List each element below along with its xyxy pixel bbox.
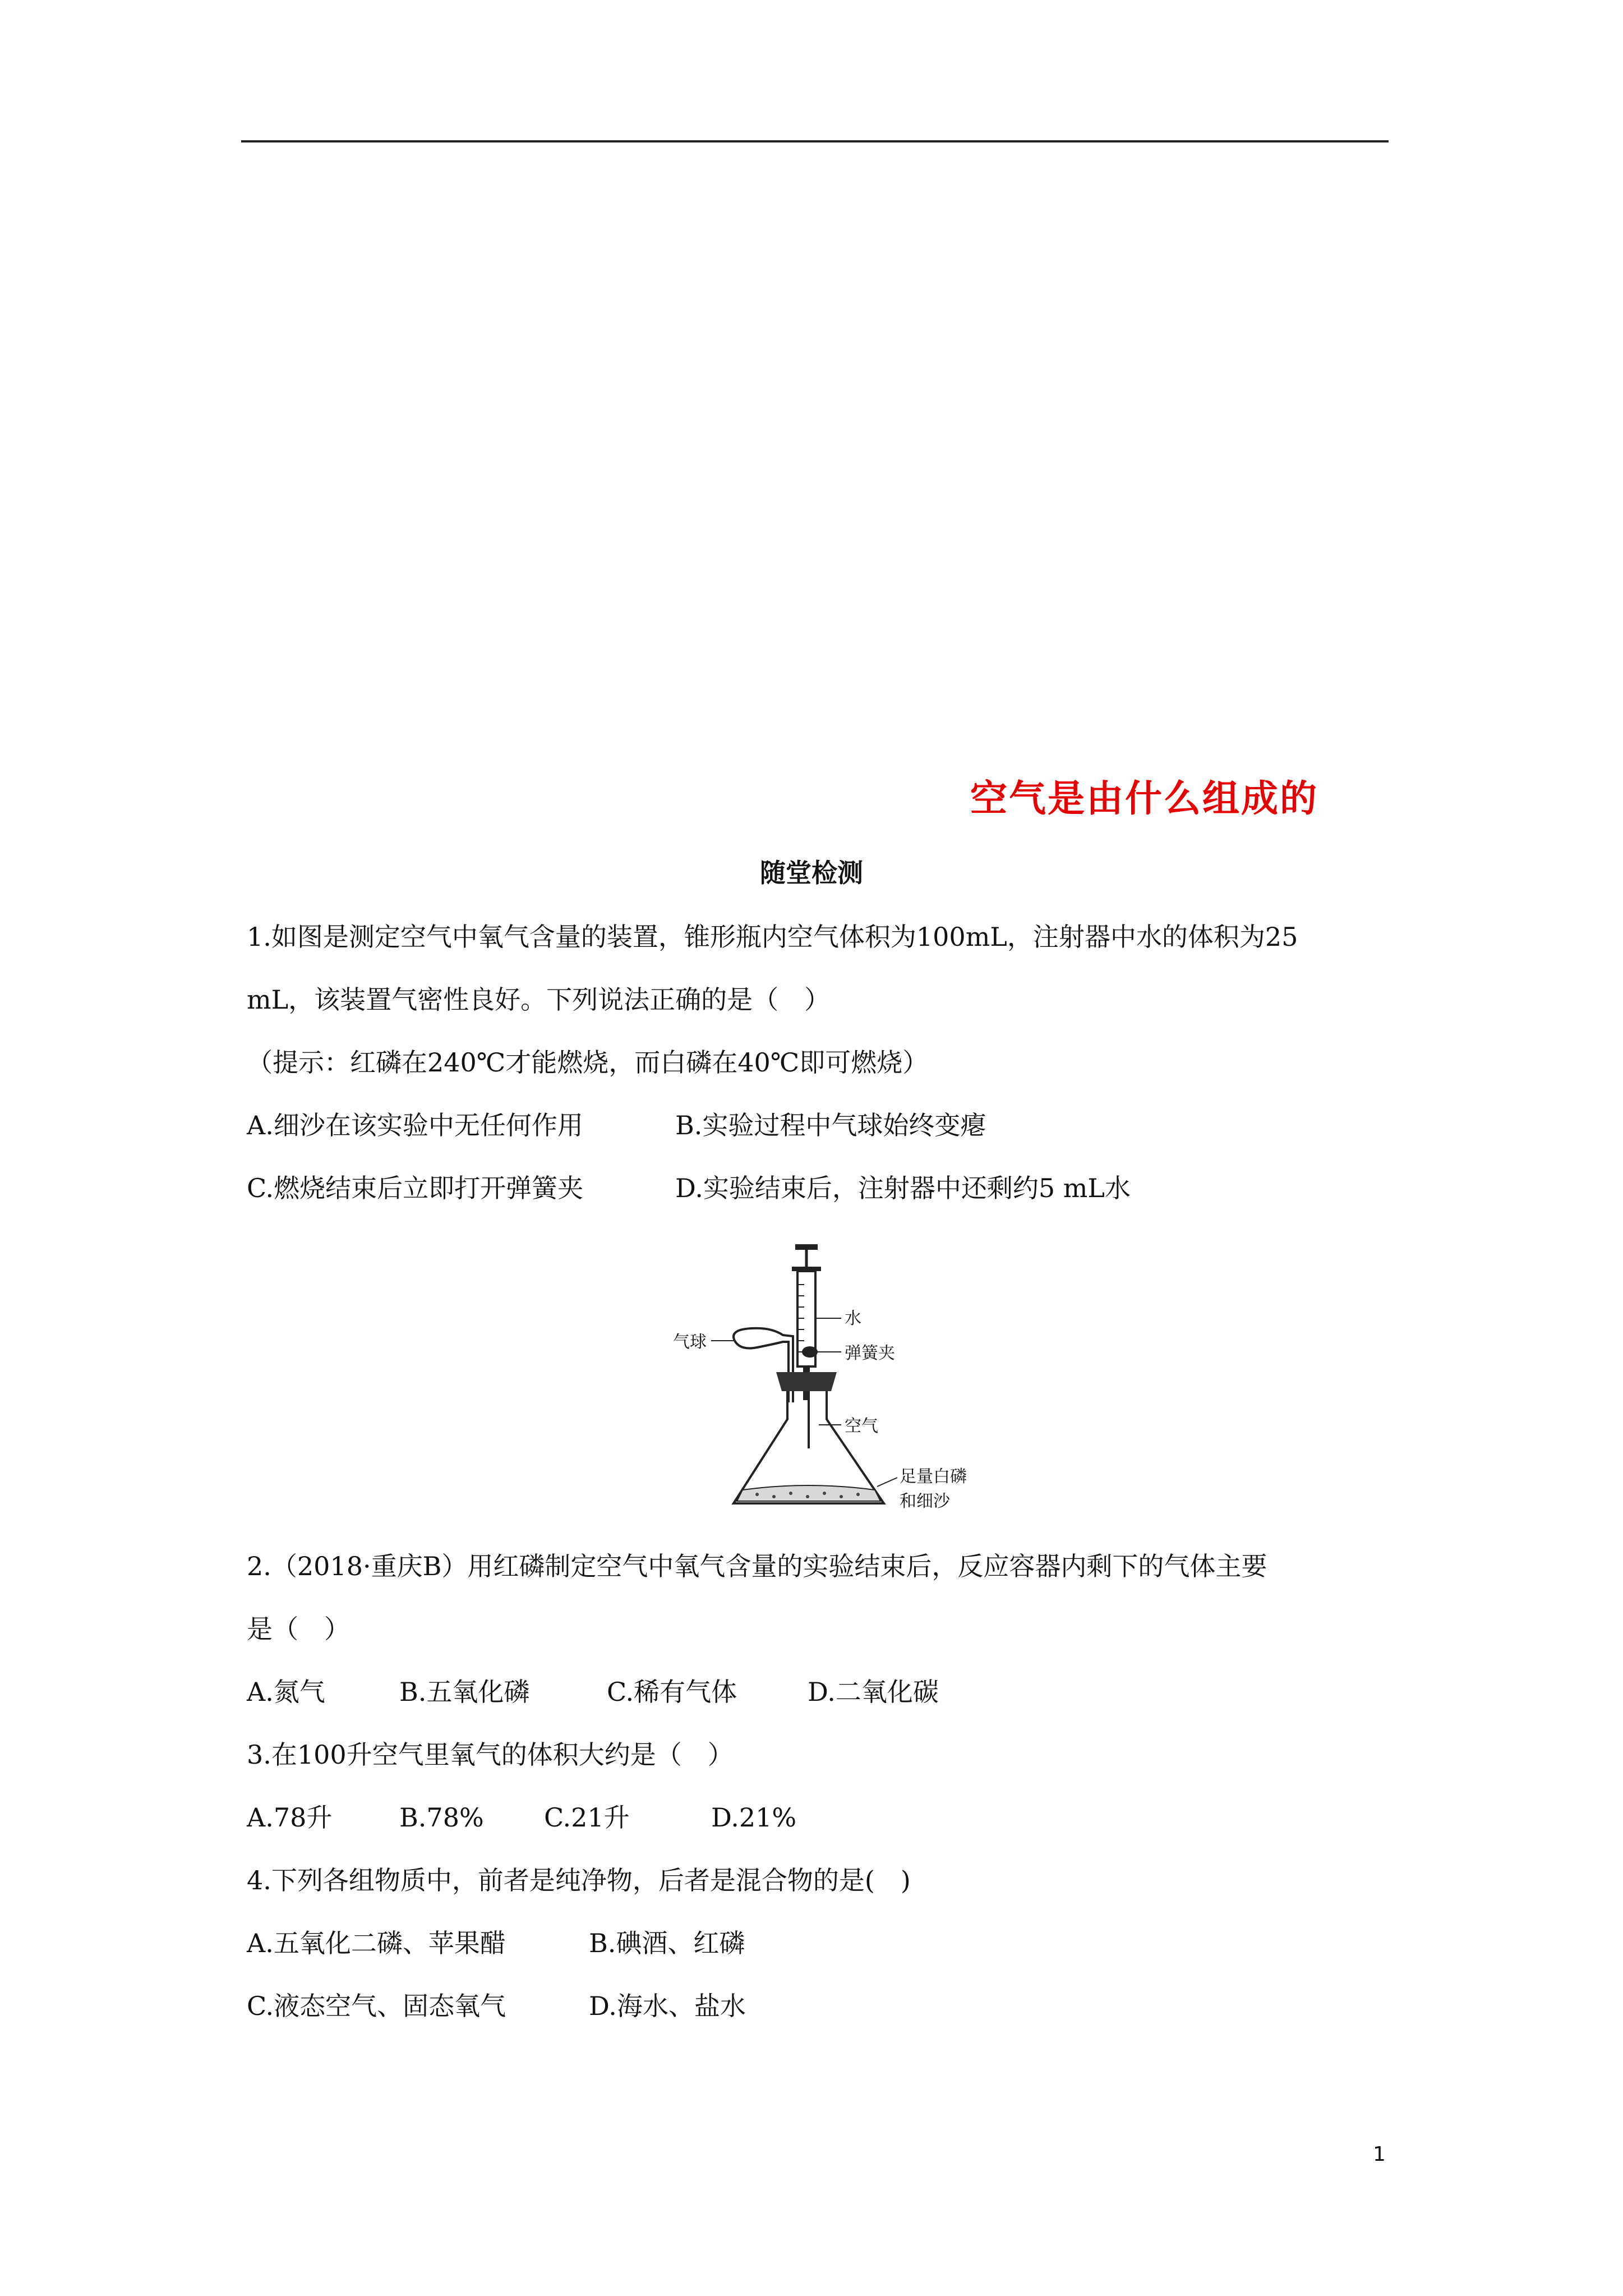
- q4-option-b: B.碘酒、红磷: [589, 1928, 745, 1958]
- label-balloon: 气球: [673, 1332, 707, 1352]
- q1-option-d: D.实验结束后，注射器中还剩约5 mL水: [675, 1173, 1131, 1203]
- phosphorus-pointer: [877, 1478, 897, 1487]
- label-air: 空气: [845, 1416, 878, 1436]
- q3-option-b: B.78%: [399, 1802, 484, 1833]
- q3-option-c: C.21升: [544, 1802, 630, 1833]
- q1-option-a: A.细沙在该实验中无任何作用: [247, 1110, 583, 1140]
- q2-stem-line1: 2.（2018·重庆B）用红磷制定空气中氧气含量的实验结束后，反应容器内剩下的气体主要: [247, 1551, 1267, 1581]
- label-phosphorus-1: 足量白磷: [900, 1467, 967, 1487]
- q1-option-b: B.实验过程中气球始终变瘪: [675, 1110, 986, 1140]
- q3-stem: 3.在100升空气里氧气的体积大约是（ ）: [247, 1740, 734, 1770]
- q4-stem: 4.下列各组物质中，前者是纯净物，后者是混合物的是( ): [247, 1865, 911, 1895]
- q2-option-a: A.氮气: [247, 1677, 325, 1707]
- page-title: 空气是由什么组成的: [970, 777, 1318, 820]
- q1-options-row2: [247, 1171, 1131, 1272]
- q1-stem-line2: mL，该装置气密性良好。下列说法正确的是（ ）: [247, 984, 831, 1015]
- balloon-tube: [734, 1328, 793, 1402]
- q4-option-d: D.海水、盐水: [589, 1991, 746, 2021]
- plunger-cap: [795, 1244, 818, 1250]
- q4-option-a: A.五氧化二磷、苹果醋: [247, 1928, 506, 1958]
- spring-clip: [802, 1346, 818, 1358]
- q2-option-d: D.二氧化碳: [808, 1677, 939, 1707]
- page-number: 1: [1373, 2143, 1386, 2166]
- q1-stem-line1: 1.如图是测定空气中氧气含量的装置，锥形瓶内空气体积为100mL，注射器中水的体积为25: [247, 922, 1298, 952]
- header-rule: [241, 140, 1389, 142]
- q2-option-b: B.五氧化磷: [399, 1677, 530, 1707]
- q4-option-c: C.液态空气、固态氧气: [247, 1991, 506, 2021]
- section-heading: 随堂检测: [760, 858, 863, 888]
- q4-options-row2: [247, 1989, 746, 2090]
- q2-stem-line2: 是（ ）: [247, 1614, 350, 1644]
- q2-option-c: C.稀有气体: [607, 1677, 737, 1707]
- balloon-outline: [735, 1341, 789, 1402]
- q1-hint: （提示：红磷在240℃才能燃烧，而白磷在40℃即可燃烧）: [247, 1047, 929, 1078]
- q3-option-a: A.78升: [247, 1802, 333, 1833]
- label-clip: 弹簧夹: [845, 1343, 895, 1363]
- label-water: 水: [845, 1309, 861, 1328]
- apparatus-figure: [673, 1240, 976, 1520]
- q1-option-c: C.燃烧结束后立即打开弹簧夹: [247, 1173, 584, 1203]
- label-phosphorus-2: 和细沙: [900, 1492, 950, 1511]
- apparatus-diagram: [673, 1240, 976, 1520]
- rubber-stopper: [776, 1372, 837, 1391]
- q3-option-d: D.21%: [711, 1802, 797, 1833]
